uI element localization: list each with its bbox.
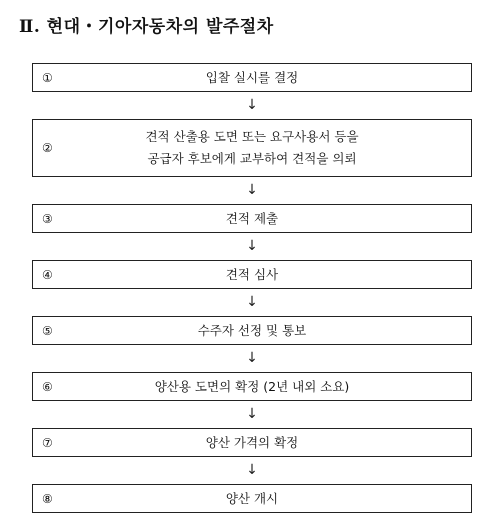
step-text-line: 견적 산출용 도면 또는 요구사용서 등을	[145, 129, 359, 144]
step-box-7	[32, 428, 472, 457]
down-arrow-icon: ↓	[246, 182, 258, 198]
step-box-2	[32, 119, 472, 177]
step-text-line: 공급자 후보에게 교부하여 견적을 의뢰	[147, 151, 357, 166]
step-number: ⑧	[42, 491, 53, 506]
step-number: ⑥	[42, 379, 53, 394]
step-text-line: 견적 제출	[225, 210, 279, 226]
step-number: ④	[42, 267, 53, 282]
step-text-line: 양산 개시	[225, 490, 279, 506]
down-arrow-icon: ↓	[246, 462, 258, 478]
step-text	[63, 67, 441, 89]
step-text	[63, 432, 441, 454]
step-number: ⑦	[42, 435, 53, 450]
page-title: Ⅱ. 현대・기아자동차의 발주절차	[19, 17, 274, 37]
step-box-4	[32, 260, 472, 289]
step-box-5	[32, 316, 472, 345]
procedure-flowchart	[32, 63, 472, 513]
step-text	[63, 320, 441, 342]
step-text	[63, 376, 441, 398]
step-text	[63, 264, 441, 286]
step-box-8	[32, 484, 472, 513]
step-text-line: 수주자 선정 및 통보	[197, 322, 307, 338]
step-number: ⑤	[42, 323, 53, 338]
step-box-3	[32, 204, 472, 233]
step-box-6	[32, 372, 472, 401]
step-box-1	[32, 63, 472, 92]
down-arrow-icon: ↓	[246, 294, 258, 310]
down-arrow-icon: ↓	[246, 350, 258, 366]
step-number: ③	[42, 211, 53, 226]
step-text	[63, 126, 441, 170]
step-text	[63, 208, 441, 230]
step-number: ①	[42, 70, 53, 85]
step-number: ②	[42, 141, 53, 155]
step-text-line: 양산 가격의 확정	[205, 434, 299, 450]
step-text-line: 양산용 도면의 확정 (2년 내외 소요)	[154, 378, 350, 394]
step-text-line: 견적 심사	[225, 266, 279, 282]
step-text	[63, 488, 441, 510]
down-arrow-icon: ↓	[246, 406, 258, 422]
step-text-line: 입찰 실시를 결정	[205, 69, 299, 85]
down-arrow-icon: ↓	[246, 238, 258, 254]
down-arrow-icon: ↓	[246, 97, 258, 113]
